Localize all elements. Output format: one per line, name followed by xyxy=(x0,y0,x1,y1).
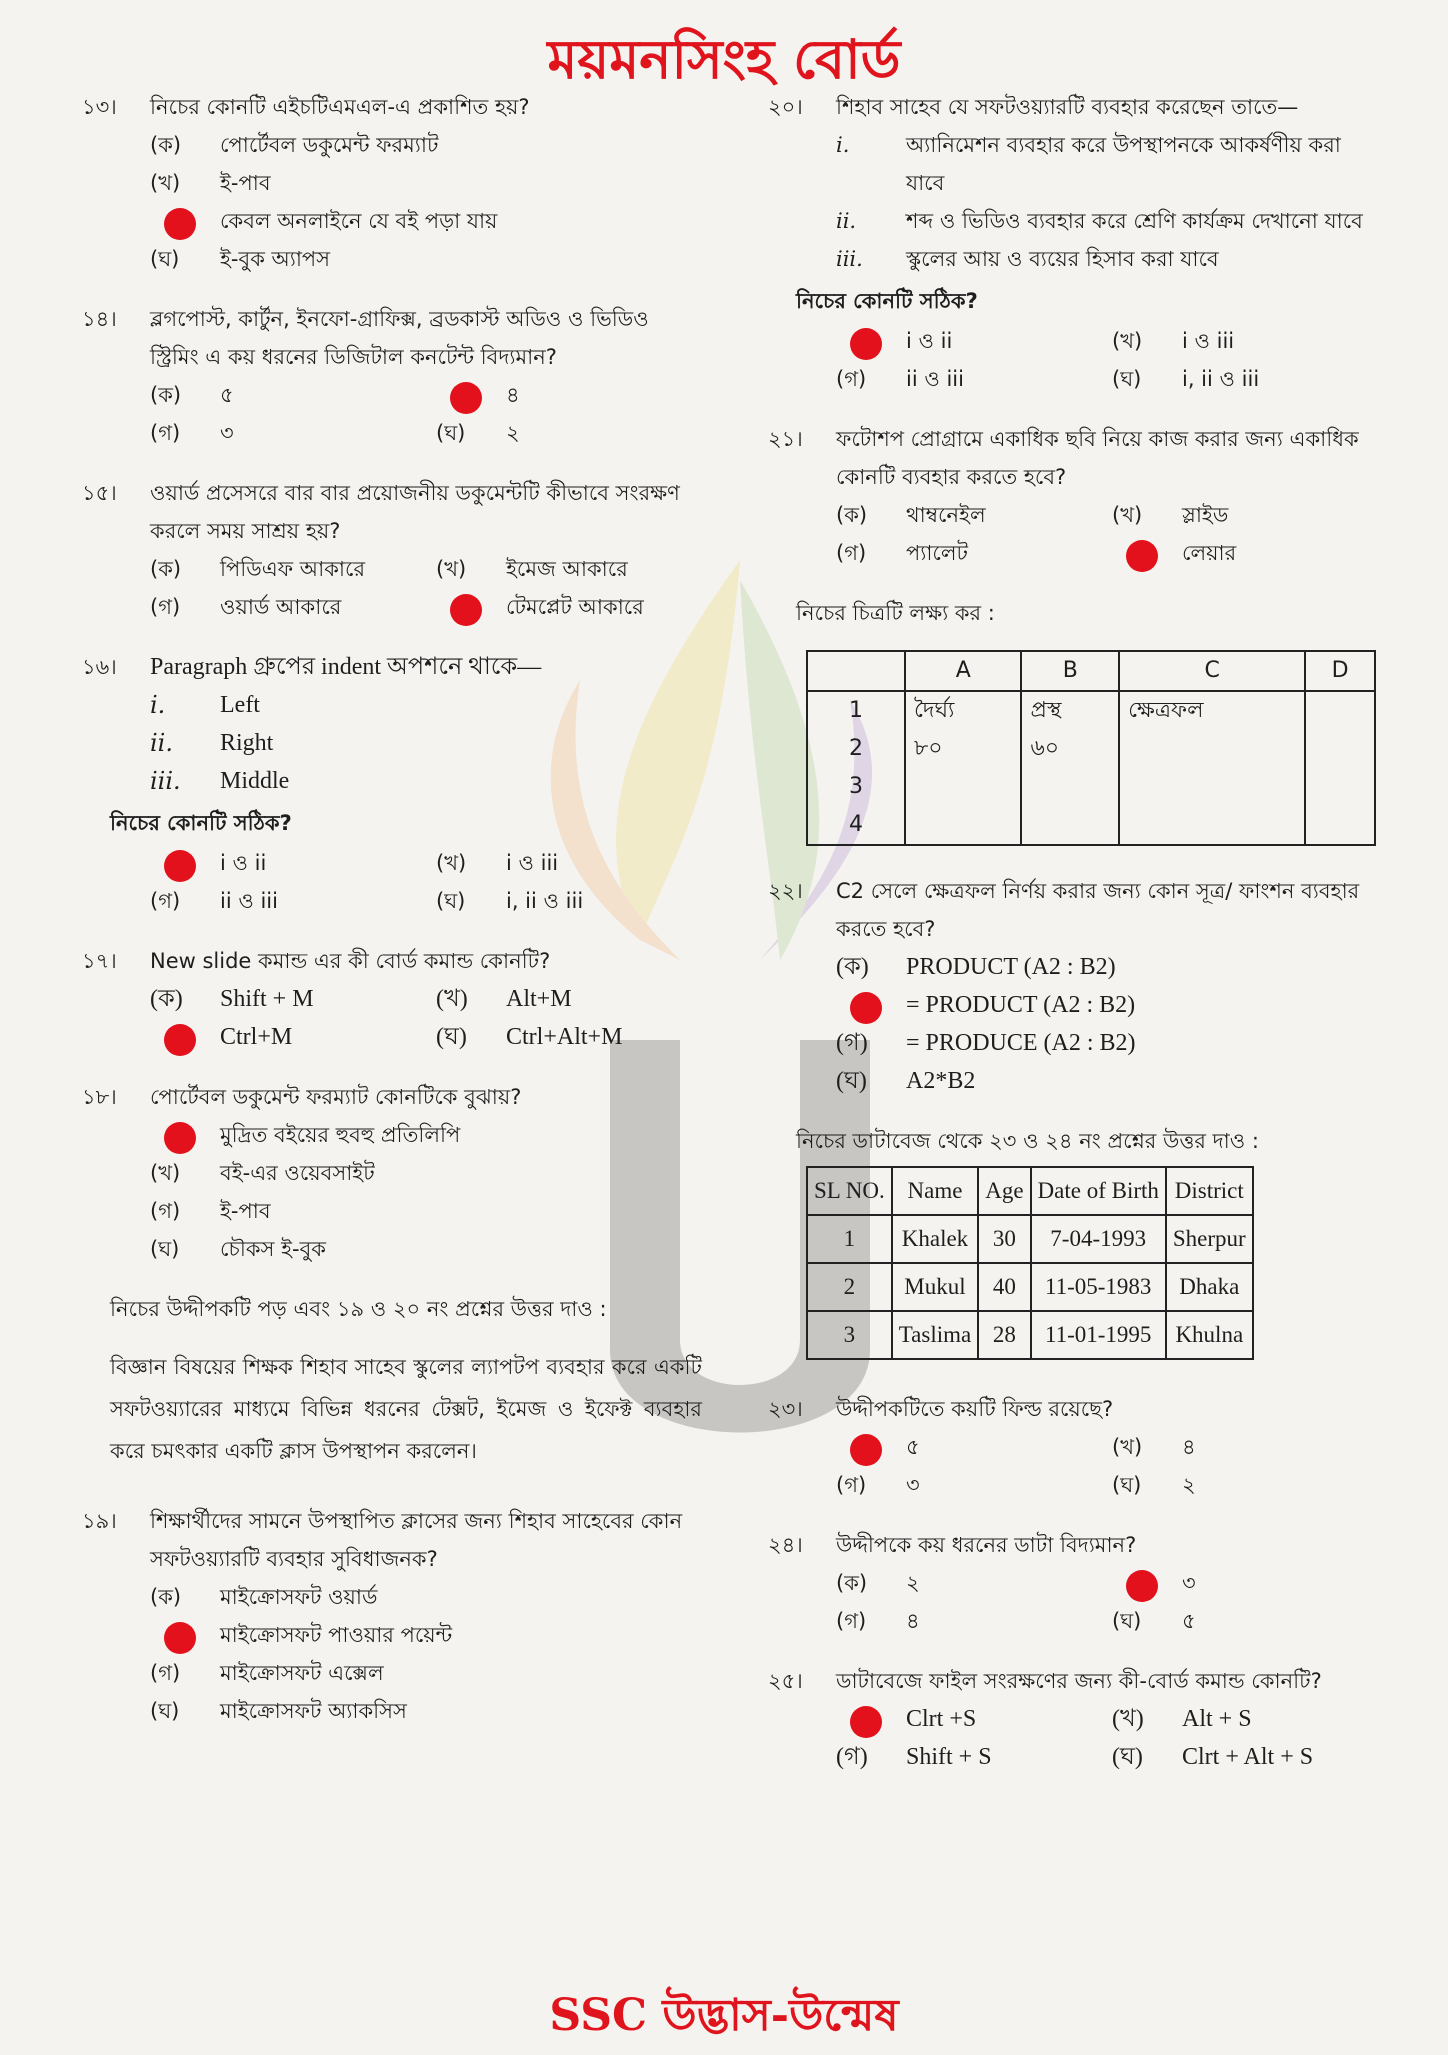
sheet-row: 3 xyxy=(807,768,1375,806)
question-number: ১৬। xyxy=(82,655,117,679)
statement-iii: iii. স্কুলের আয় ও ব্যয়ের হিসাব করা যাবে xyxy=(836,247,1219,271)
sub-question: নিচের কোনটি সঠিক? xyxy=(796,289,978,313)
question-number: ১৯। xyxy=(82,1509,117,1533)
spreadsheet-figure xyxy=(806,650,1376,846)
option-ga[interactable]: (গ) ওয়ার্ড আকারে xyxy=(150,595,342,619)
question-text: ওয়ার্ড প্রসেসরে বার বার প্রয়োজনীয় ডকুমেন্টটি কীভাবে সংরক্ষণ করলে সময় সাশ্রয় হয়? xyxy=(150,481,680,543)
option-grid xyxy=(836,1428,1368,1504)
sheet-header-row xyxy=(807,651,1375,691)
option-ka[interactable]: (ক) পোর্টেবল ডকুমেন্ট ফরম্যাট xyxy=(150,133,439,157)
statement-ii: ii. শব্দ ও ভিডিও ব্যবহার করে শ্রেণি কার্যক্রম দেখানো যাবে xyxy=(836,209,1363,233)
option-ga[interactable]: (গ) ৪ xyxy=(836,1609,920,1633)
option-grid xyxy=(836,1700,1368,1776)
option-gha[interactable]: (ঘ) i, ii ও iii xyxy=(436,889,584,913)
option-kha[interactable]: (খ) ই-পাব xyxy=(150,171,271,195)
question-text: ব্লগপোস্ট, কার্টুন, ইনফো-গ্রাফিক্স, ব্রডকাস্ট অডিও ও ভিডিও স্ট্রিমিং এ কয় ধরনের ডিজিটাল কনটেন্ট বিদ্যমান? xyxy=(150,307,649,369)
option-ga[interactable]: (গ) ই-পাব xyxy=(150,1199,271,1223)
question-number: ২৩। xyxy=(768,1397,803,1421)
option-list xyxy=(836,948,1368,1100)
option-ga[interactable]: (গ) = PRODUCE (A2 : B2) xyxy=(836,1030,1136,1056)
col-header: B xyxy=(1021,651,1119,691)
option-gha[interactable]: (ঘ) ২ xyxy=(1112,1473,1196,1497)
question-text: ডাটাবেজে ফাইল সংরক্ষণের জন্য কী-বোর্ড কমান্ড কোনটি? xyxy=(836,1669,1322,1693)
statement-i: i. Left xyxy=(150,691,260,719)
sheet-row: 4 xyxy=(807,806,1375,845)
question-13 xyxy=(82,88,702,278)
option-gha[interactable]: (ঘ) A2*B2 xyxy=(836,1068,976,1094)
option-gha[interactable]: (ঘ) মাইক্রোসফট অ্যাকসিস xyxy=(150,1699,407,1723)
option-gha[interactable]: (ঘ) ই-বুক অ্যাপস xyxy=(150,247,331,271)
question-20 xyxy=(768,88,1368,398)
col-header: SL NO. xyxy=(807,1167,892,1215)
question-number: ২০। xyxy=(768,95,803,119)
sheet-row: 2 ৮০ ৬০ xyxy=(807,730,1375,768)
option-list xyxy=(150,1578,702,1730)
answer-mark-dot xyxy=(850,992,882,1024)
table-row: 1 Khalek 30 7-04-1993 Sherpur xyxy=(807,1215,1253,1263)
option-ga[interactable]: (গ) Shift + S xyxy=(836,1744,992,1770)
table-row: 3 Taslima 28 11-01-1995 Khulna xyxy=(807,1311,1253,1359)
answer-mark-dot xyxy=(850,1434,882,1466)
option-ka[interactable]: (ক) ২ xyxy=(836,1571,920,1595)
stimulus-db xyxy=(768,1122,1368,1360)
option-ka[interactable]: (ক) পিডিএফ আকারে xyxy=(150,557,365,581)
col-header: A xyxy=(905,651,1021,691)
question-14 xyxy=(82,300,702,452)
question-24 xyxy=(768,1526,1368,1640)
option-grid xyxy=(150,550,702,626)
option-ka-selected[interactable]: Clrt +S xyxy=(836,1700,1092,1738)
question-number: ১৮। xyxy=(82,1085,117,1109)
option-gha[interactable]: (ঘ) চৌকস ই-বুক xyxy=(150,1237,326,1261)
question-number: ১৫। xyxy=(82,481,117,505)
question-text: C2 সেলে ক্ষেত্রফল নির্ণয় করার জন্য কোন সূত্র/ ফাংশন ব্যবহার করতে হবে? xyxy=(836,879,1360,941)
question-23 xyxy=(768,1390,1368,1504)
table-row: 2 Mukul 40 11-05-1983 Dhaka xyxy=(807,1263,1253,1311)
option-kha[interactable]: (খ) স্লাইড xyxy=(1112,503,1229,527)
option-gha-selected[interactable]: টেমপ্লেট আকারে xyxy=(436,588,702,626)
option-ga-selected[interactable]: Ctrl+M xyxy=(150,1018,416,1056)
sheet-instruction: নিচের চিত্রটি লক্ষ্য কর : xyxy=(796,601,995,625)
answer-mark-dot xyxy=(164,1622,196,1654)
option-kha[interactable]: (খ) ইমেজ আকারে xyxy=(436,557,628,581)
stimulus-19-20 xyxy=(82,1290,702,1472)
col-header: C xyxy=(1119,651,1305,691)
option-grid xyxy=(836,496,1368,572)
option-kha-selected[interactable]: ৪ xyxy=(436,376,702,414)
option-gha-selected[interactable]: লেয়ার xyxy=(1112,534,1368,572)
question-15 xyxy=(82,474,702,626)
question-22 xyxy=(768,872,1368,1100)
question-text: উদ্দীপকটিতে কয়টি ফিল্ড রয়েছে? xyxy=(836,1397,1114,1421)
question-number: ২২। xyxy=(768,879,803,903)
option-ka-selected[interactable]: i ও ii xyxy=(836,322,1092,360)
question-text: শিহাব সাহেব যে সফটওয়্যারটি ব্যবহার করেছেন তাতে— xyxy=(836,95,1299,119)
option-ga[interactable]: (গ) ৩ xyxy=(150,421,234,445)
option-kha[interactable]: (খ) i ও iii xyxy=(1112,329,1235,353)
question-25 xyxy=(768,1662,1368,1776)
col-header: Date of Birth xyxy=(1031,1167,1166,1215)
statement-ii: ii. Right xyxy=(150,729,274,757)
option-ka[interactable]: (ক) Shift + M xyxy=(150,986,314,1012)
option-list xyxy=(150,1116,702,1268)
col-header: Age xyxy=(978,1167,1030,1215)
option-ga[interactable]: (গ) ৩ xyxy=(836,1473,920,1497)
answer-mark-dot xyxy=(164,850,196,882)
answer-mark-dot xyxy=(1126,540,1158,572)
col-header: District xyxy=(1166,1167,1253,1215)
question-text: New slide কমান্ড এর কী বোর্ড কমান্ড কোনটি? xyxy=(150,949,551,973)
option-ka[interactable]: (ক) ৫ xyxy=(150,383,234,407)
option-gha[interactable]: (ঘ) i, ii ও iii xyxy=(1112,367,1260,391)
question-text: শিক্ষার্থীদের সামনে উপস্থাপিত ক্লাসের জন্য শিহাব সাহেবের কোন সফটওয়্যারটি ব্যবহার সুবিধাজনক? xyxy=(150,1509,683,1571)
answer-mark-dot xyxy=(450,594,482,626)
question-text: ফটোশপ প্রোগ্রামে একাধিক ছবি নিয়ে কাজ করার জন্য একাধিক কোনটি ব্যবহার করতে হবে? xyxy=(836,427,1359,489)
option-kha[interactable]: (খ) Alt+M xyxy=(436,986,572,1012)
publication-footer: SSC উদ্ভাস-উন্মেষ xyxy=(549,1990,899,2041)
db-instruction: নিচের ডাটাবেজ থেকে ২৩ ও ২৪ নং প্রশ্নের উত্তর দাও : xyxy=(796,1129,1259,1153)
statement-iii: iii. Middle xyxy=(150,767,290,795)
answer-mark-dot xyxy=(850,1706,882,1738)
option-ga[interactable]: (গ) প্যালেট xyxy=(836,541,968,565)
option-gha[interactable]: (ঘ) Clrt + Alt + S xyxy=(1112,1744,1314,1770)
question-number: ১৭। xyxy=(82,949,117,973)
option-ka[interactable]: (ক) মাইক্রোসফট ওয়ার্ড xyxy=(150,1585,378,1609)
option-kha-selected[interactable]: ৩ xyxy=(1112,1564,1368,1602)
database-table xyxy=(806,1166,1254,1360)
answer-mark-dot xyxy=(164,1024,196,1056)
option-ga[interactable]: (গ) ii ও iii xyxy=(150,889,278,913)
question-17 xyxy=(82,942,702,1056)
stimulus-sheet xyxy=(768,594,1368,846)
board-title: ময়মনসিংহ বোর্ড xyxy=(547,27,901,91)
option-ga[interactable]: (গ) ii ও iii xyxy=(836,367,964,391)
question-number: ২৫। xyxy=(768,1669,803,1693)
option-ga[interactable]: (গ) মাইক্রোসফট এক্সেল xyxy=(150,1661,384,1685)
option-gha[interactable]: (ঘ) ৫ xyxy=(1112,1609,1196,1633)
option-kha[interactable]: (খ) i ও iii xyxy=(436,851,559,875)
option-grid xyxy=(836,322,1368,398)
option-ka[interactable]: (ক) PRODUCT (A2 : B2) xyxy=(836,954,1116,980)
col-header: Name xyxy=(892,1167,978,1215)
question-18 xyxy=(82,1078,702,1268)
option-gha[interactable]: (ঘ) Ctrl+Alt+M xyxy=(436,1024,623,1050)
option-gha[interactable]: (ঘ) ২ xyxy=(436,421,520,445)
question-number: ২৪। xyxy=(768,1533,803,1557)
option-kha[interactable]: (খ) বই-এর ওয়েবসাইট xyxy=(150,1161,375,1185)
left-column xyxy=(82,88,702,1752)
option-ga-selected[interactable]: কেবল অনলাইনে যে বই পড়া যায় xyxy=(150,202,702,240)
option-ka[interactable]: (ক) থাম্বনেইল xyxy=(836,503,986,527)
question-number: ১৩। xyxy=(82,95,117,119)
question-16 xyxy=(82,648,702,920)
option-grid xyxy=(836,1564,1368,1640)
option-kha-selected[interactable]: মাইক্রোসফট পাওয়ার পয়েন্ট xyxy=(150,1616,702,1654)
sub-question: নিচের কোনটি সঠিক? xyxy=(110,811,292,835)
col-header: D xyxy=(1305,651,1375,691)
question-21 xyxy=(768,420,1368,572)
option-ka-selected[interactable]: মুদ্রিত বইয়ের হুবহু প্রতিলিপি xyxy=(150,1116,702,1154)
statement-i: i. অ্যানিমেশন ব্যবহার করে উপস্থাপনকে আকর্ষণীয় করা যাবে xyxy=(836,133,1341,195)
answer-mark-dot xyxy=(1126,1570,1158,1602)
stimulus-paragraph: বিজ্ঞান বিষয়ের শিক্ষক শিহাব সাহেব স্কুলের ল্যাপটপ ব্যবহার করে একটি সফটওয়্যারের মাধ্যমে বিভিন্ন ধরনের টেক্সট, ইমেজ ও ইফেক্ট ব্যবহার করে চমৎকার একটি ক্লাস উপস্থাপন করলেন। xyxy=(110,1355,702,1463)
option-kha[interactable]: (খ) Alt + S xyxy=(1112,1706,1252,1732)
question-text: পোর্টেবল ডকুমেন্ট ফরম্যাট কোনটিকে বুঝায়? xyxy=(150,1085,522,1109)
sheet-row: 1 দৈর্ঘ্য প্রস্থ ক্ষেত্রফল xyxy=(807,691,1375,730)
option-grid xyxy=(150,376,702,452)
option-list xyxy=(150,126,702,278)
answer-mark-dot xyxy=(450,382,482,414)
option-ka-selected[interactable]: i ও ii xyxy=(150,844,416,882)
question-number: ১৪। xyxy=(82,307,117,331)
db-header-row xyxy=(807,1167,1253,1215)
answer-mark-dot xyxy=(164,208,196,240)
option-kha[interactable]: (খ) ৪ xyxy=(1112,1435,1196,1459)
question-text: Paragraph গ্রুপের indent অপশনে থাকে— xyxy=(150,654,542,680)
option-ka-selected[interactable]: ৫ xyxy=(836,1428,1092,1466)
option-kha-selected[interactable]: = PRODUCT (A2 : B2) xyxy=(836,986,1368,1024)
question-text: নিচের কোনটি এইচটিএমএল-এ প্রকাশিত হয়? xyxy=(150,95,530,119)
answer-mark-dot xyxy=(850,328,882,360)
question-number: ২১। xyxy=(768,427,803,451)
option-grid xyxy=(150,980,702,1056)
right-column xyxy=(768,88,1368,1798)
option-grid xyxy=(150,844,702,920)
stimulus-instruction: নিচের উদ্দীপকটি পড় এবং ১৯ ও ২০ নং প্রশ্নের উত্তর দাও : xyxy=(110,1297,607,1321)
question-19 xyxy=(82,1502,702,1730)
answer-mark-dot xyxy=(164,1122,196,1154)
question-text: উদ্দীপকে কয় ধরনের ডাটা বিদ্যমান? xyxy=(836,1533,1137,1557)
